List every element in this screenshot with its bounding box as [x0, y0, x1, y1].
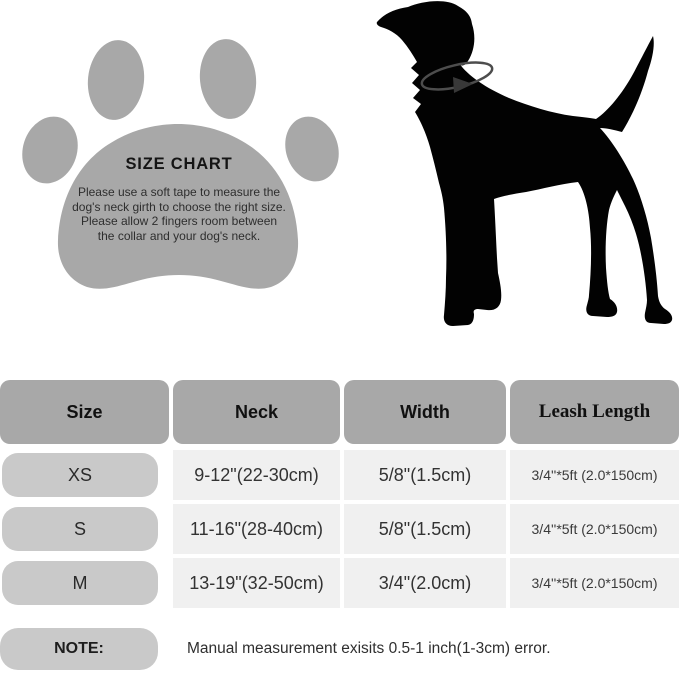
- dog-silhouette-icon: [360, 0, 679, 340]
- dog-body: [377, 1, 672, 326]
- paw-print-graphic: [0, 0, 360, 345]
- size-label: XS: [2, 453, 158, 497]
- width-value: 5/8"(1.5cm): [344, 504, 506, 554]
- note-text: Manual measurement exisits 0.5-1 inch(1-3cm) error.: [187, 640, 551, 657]
- size-label: S: [2, 507, 158, 551]
- leash-value: 3/4''*5ft (2.0*150cm): [510, 504, 679, 554]
- note-label: NOTE:: [0, 628, 158, 670]
- instruction-line: Please use a soft tape to measure the: [77, 185, 281, 199]
- col-header-neck: Neck: [173, 380, 340, 444]
- instruction-line: Please allow 2 fingers room between: [80, 214, 278, 229]
- col-header-size: Size: [0, 380, 169, 444]
- leash-value: 3/4''*5ft (2.0*150cm): [510, 558, 679, 608]
- neck-value: 11-16"(28-40cm): [173, 504, 340, 554]
- width-value: 3/4"(2.0cm): [344, 558, 506, 608]
- size-chart-text-block: [68, 155, 290, 243]
- dog-silhouette-graphic: [360, 0, 679, 340]
- instruction-line: dog's neck girth to choose the right size.: [72, 199, 286, 214]
- width-value: 5/8"(1.5cm): [344, 450, 506, 500]
- neck-value: 9-12"(22-30cm): [173, 450, 340, 500]
- neck-value: 13-19"(32-50cm): [173, 558, 340, 608]
- paw-toe-inner-right: [196, 36, 260, 121]
- size-chart-title: SIZE CHART: [125, 155, 233, 173]
- col-header-leash-length: Leash Length: [510, 380, 679, 444]
- leash-value: 3/4''*5ft (2.0*150cm): [510, 450, 679, 500]
- paw-toe-inner-left: [84, 37, 148, 122]
- col-header-width: Width: [344, 380, 506, 444]
- size-label: M: [2, 561, 158, 605]
- instruction-line: the collar and your dog's neck.: [97, 228, 261, 243]
